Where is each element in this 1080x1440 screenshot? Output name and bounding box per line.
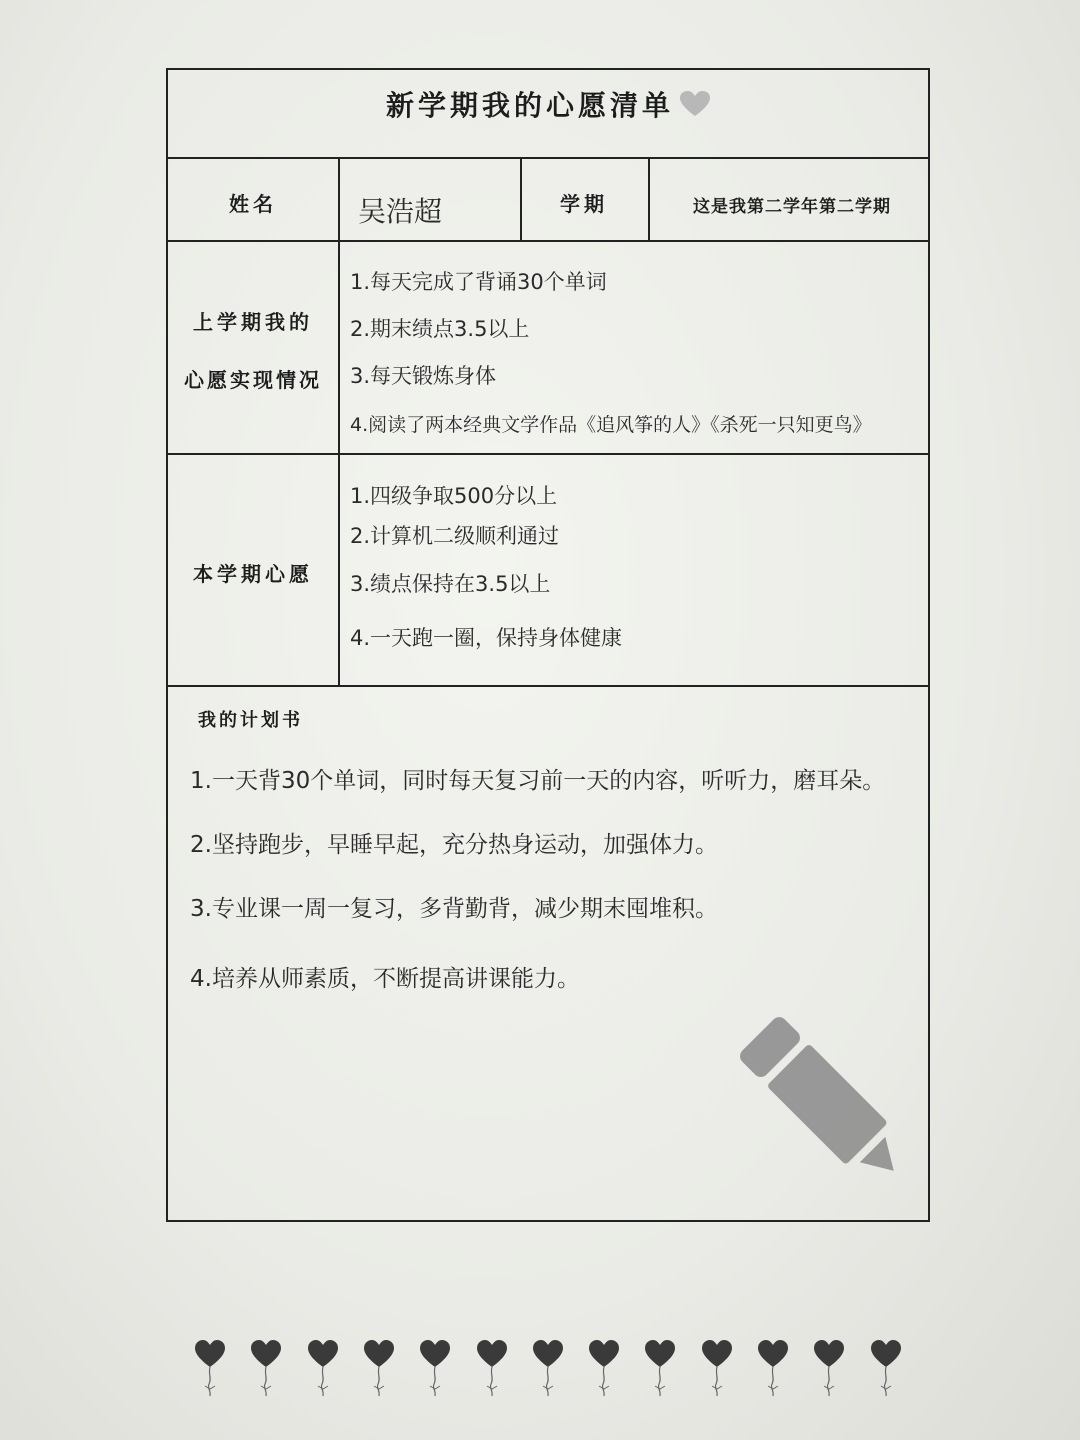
plan-heading: 我的计划书 <box>198 710 303 731</box>
heart-balloon-icon <box>308 1340 338 1402</box>
heart-balloon-icon <box>364 1340 394 1402</box>
last-term-item: 1.每天完成了背诵30个单词 <box>350 270 607 294</box>
pencil-icon <box>738 1014 918 1196</box>
page-title <box>168 84 928 124</box>
heart-balloon-icon <box>589 1340 619 1402</box>
plan-item: 3.专业课一周一复习，多背勤背，减少期末囤堆积。 <box>190 896 718 922</box>
this-term-item: 4.一天跑一圈，保持身体健康 <box>350 626 623 650</box>
last-term-label-line2: 心愿实现情况 <box>184 368 322 392</box>
last-term-label-line1: 上学期我的 <box>193 310 313 334</box>
plan-item: 4.培养从师素质，不断提高讲课能力。 <box>190 966 580 992</box>
heart-balloon-icon <box>420 1340 450 1402</box>
title-text: 新学期我的心愿清单 <box>385 89 674 122</box>
heart-balloon-icon <box>758 1340 788 1402</box>
this-term-item: 1.四级争取500分以上 <box>350 484 558 508</box>
heart-balloon-icon <box>195 1340 225 1402</box>
this-term-item: 2.计算机二级顺利通过 <box>350 524 560 548</box>
divider <box>168 157 928 159</box>
this-term-item: 3.绩点保持在3.5以上 <box>350 572 551 596</box>
divider <box>648 157 650 242</box>
heart-balloon-icon <box>871 1340 901 1402</box>
name-label: 姓名 <box>229 192 277 216</box>
last-term-item: 3.每天锻炼身体 <box>350 364 497 388</box>
divider <box>168 685 928 687</box>
term-label: 学期 <box>560 192 608 216</box>
heart-balloon-icon <box>533 1340 563 1402</box>
plan-item: 1.一天背30个单词，同时每天复习前一天的内容，听听力，磨耳朵。 <box>190 768 886 794</box>
heart-balloon-icon <box>251 1340 281 1402</box>
heart-balloon-row <box>195 1340 905 1410</box>
term-value: 这是我第二学年第二学期 <box>693 197 891 217</box>
heart-balloon-icon <box>814 1340 844 1402</box>
this-term-label: 本学期心愿 <box>193 562 313 586</box>
last-term-item: 2.期末绩点3.5以上 <box>350 317 530 341</box>
heart-icon <box>680 91 710 124</box>
divider <box>168 453 928 455</box>
last-term-item: 4.阅读了两本经典文学作品《追风筝的人》《杀死一只知更鸟》 <box>350 414 872 436</box>
heart-balloon-icon <box>477 1340 507 1402</box>
name-value: 吴浩超 <box>358 195 443 228</box>
heart-balloon-icon <box>702 1340 732 1402</box>
divider <box>338 157 340 687</box>
divider <box>168 240 928 242</box>
heart-balloon-icon <box>645 1340 675 1402</box>
plan-item: 2.坚持跑步，早睡早起，充分热身运动，加强体力。 <box>190 832 718 858</box>
